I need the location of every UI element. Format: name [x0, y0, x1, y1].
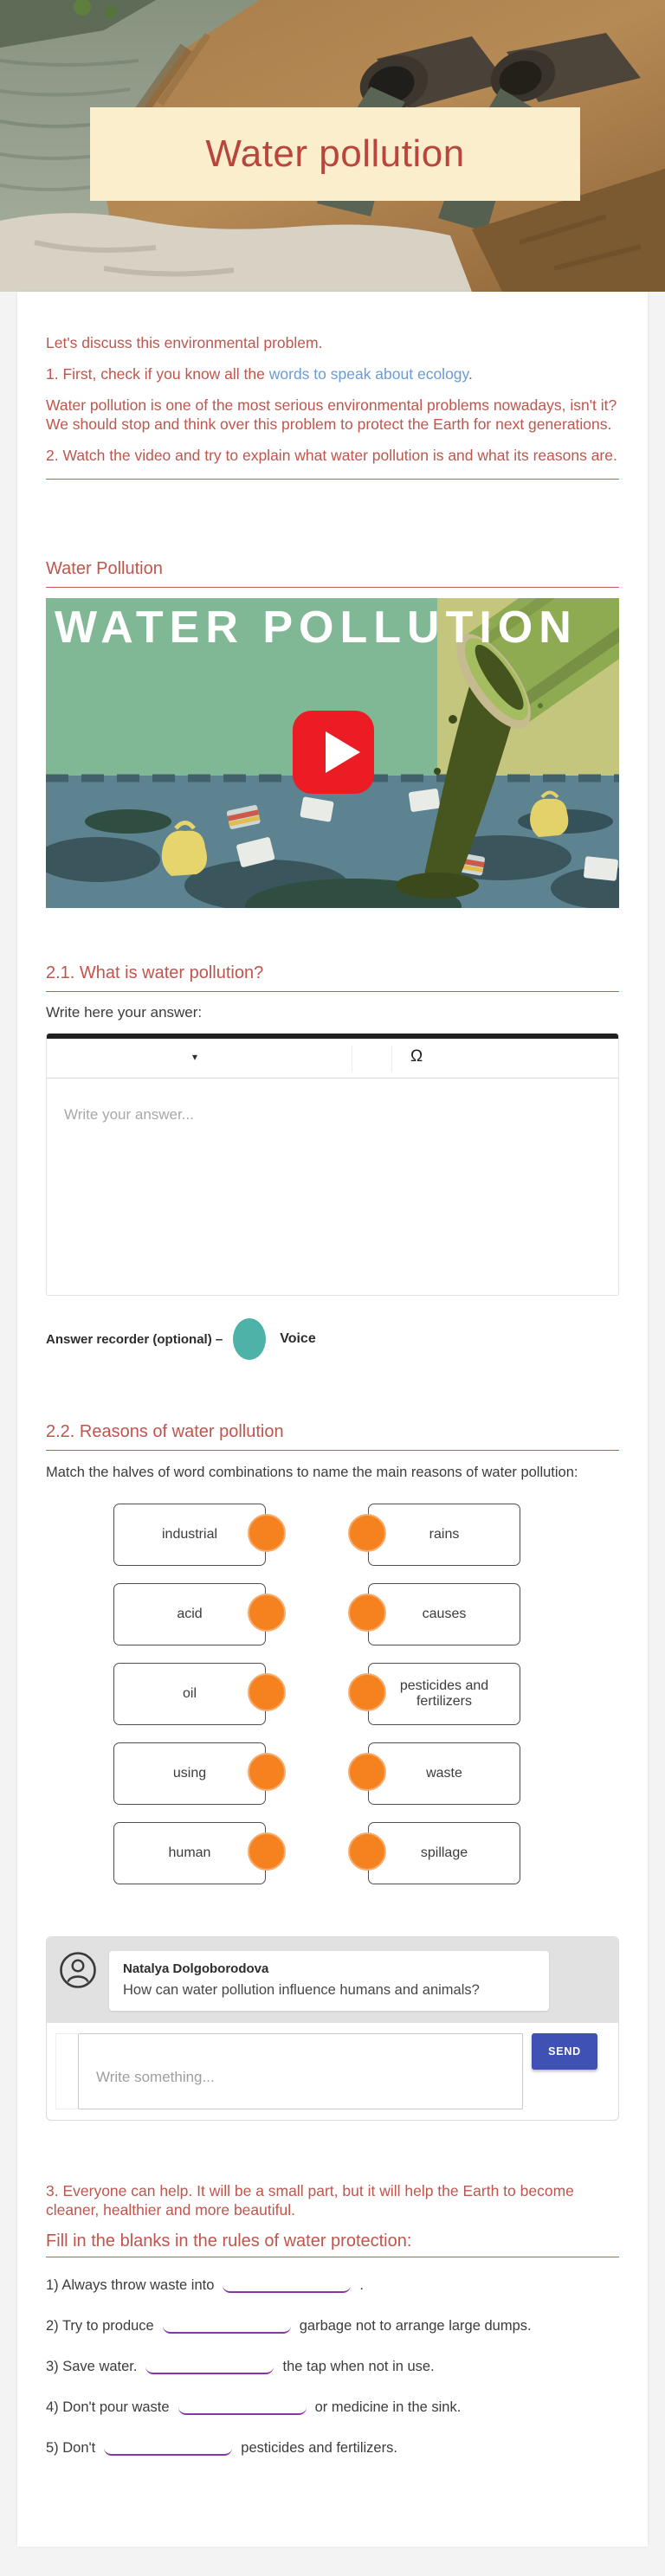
match-item-label: waste: [426, 1766, 462, 1781]
video-section-title: Water Pollution: [46, 559, 163, 578]
fill-blank-input[interactable]: [223, 2272, 351, 2293]
play-button-icon[interactable]: [293, 711, 374, 794]
discussion-widget: [46, 1936, 619, 2121]
section-divider: [46, 479, 619, 480]
fill-blank-row: [46, 2354, 619, 2380]
match-item-left[interactable]: [113, 1742, 266, 1805]
match-row: [113, 1504, 619, 1566]
match-connector-dot[interactable]: [248, 1514, 286, 1552]
recorder-label: Answer recorder (optional) –: [46, 1331, 223, 1347]
match-item-label: pesticides and fertilizers: [399, 1678, 489, 1709]
discussion-question-area: [47, 1937, 618, 2023]
q22-instruction: Match the halves of word combinations to name the main reasons of water pollution:: [46, 1465, 578, 1480]
voice-record-button[interactable]: [233, 1318, 266, 1360]
match-connector-dot[interactable]: [348, 1514, 386, 1552]
q3-title: Fill in the blanks in the rules of water protection:: [46, 2231, 412, 2251]
fill-text-after: .: [359, 2277, 365, 2293]
comment-question: How can water pollution influence humans and animals?: [123, 1982, 480, 1998]
q21-prompt: Write here your answer:: [46, 1004, 203, 1021]
section-divider: [46, 587, 619, 588]
intro-line-1: Let's discuss this environmental problem.: [46, 334, 323, 351]
q3-intro: 3. Everyone can help. It will be a small part, but it will help the Earth to become cleaner, healthier and more beautiful.: [46, 2182, 574, 2219]
format-dropdown-icon[interactable]: ▾: [192, 1051, 198, 1063]
match-row: [113, 1742, 619, 1805]
title-banner: [90, 107, 580, 201]
intro-line-4: 2. Watch the video and try to explain what water pollution is and what its reasons are.: [46, 447, 617, 464]
match-connector-dot[interactable]: [348, 1673, 386, 1711]
comment-input[interactable]: Write something...: [78, 2033, 523, 2109]
fill-blank-row: [46, 2313, 619, 2339]
ecology-words-link[interactable]: words to speak about ecology: [268, 365, 468, 383]
q21-title: 2.1. What is water pollution?: [46, 963, 264, 982]
match-item-label: industrial: [161, 1527, 218, 1542]
match-item-left[interactable]: [113, 1504, 266, 1566]
answer-textarea[interactable]: Write your answer...: [64, 1106, 194, 1123]
voice-label: Voice: [280, 1331, 316, 1346]
fill-blank-input[interactable]: [163, 2313, 291, 2334]
send-button[interactable]: SEND: [532, 2033, 597, 2070]
fill-text-before: 2) Try to produce: [46, 2318, 154, 2334]
fill-text-before: 1) Always throw waste into: [46, 2277, 215, 2293]
intro-line-2-prefix: 1. First, check if you know all the: [46, 365, 269, 383]
match-item-right[interactable]: [368, 1504, 520, 1566]
fill-blank-row: [46, 2394, 619, 2420]
match-item-label: using: [172, 1766, 207, 1781]
match-item-label: oil: [182, 1686, 197, 1701]
fill-blank-row: [46, 2435, 619, 2461]
match-row: [113, 1663, 619, 1725]
intro-paragraph: Water pollution is one of the most serious environmental problems nowadays, isn't it? We should stop and think over this problem to protect the Earth for next generations.: [46, 396, 617, 433]
match-item-left[interactable]: [113, 1583, 266, 1645]
intro-line-2: [46, 364, 619, 383]
video-thumbnail-title: WATER POLLUTION: [55, 602, 578, 653]
match-item-right[interactable]: [368, 1742, 520, 1805]
matching-exercise: [113, 1504, 619, 1884]
match-connector-dot[interactable]: [248, 1753, 286, 1791]
match-item-label: human: [168, 1845, 211, 1860]
worksheet-card: [17, 292, 648, 2547]
rich-text-editor[interactable]: [46, 1034, 619, 1296]
match-item-right[interactable]: [368, 1663, 520, 1725]
section-divider: [46, 991, 619, 992]
fill-text-after: pesticides and fertilizers.: [241, 2440, 397, 2456]
compose-side-strip[interactable]: [55, 2033, 78, 2109]
fill-text-before: 3) Save water.: [46, 2359, 138, 2374]
intro-line-2-suffix: .: [468, 365, 473, 383]
header-photo: [0, 0, 665, 292]
fill-blank-input[interactable]: [178, 2394, 307, 2415]
match-item-right[interactable]: [368, 1822, 520, 1884]
comment-author: Natalya Dolgoborodova: [123, 1961, 269, 1976]
q22-title: 2.2. Reasons of water pollution: [46, 1422, 284, 1441]
fill-text-before: 5) Don't: [46, 2440, 96, 2456]
page-title: Water pollution: [205, 132, 465, 175]
fill-text-after: the tap when not in use.: [282, 2359, 435, 2374]
match-item-right[interactable]: [368, 1583, 520, 1645]
match-connector-dot[interactable]: [248, 1594, 286, 1632]
match-connector-dot[interactable]: [348, 1594, 386, 1632]
match-item-left[interactable]: [113, 1822, 266, 1884]
user-avatar-icon: [59, 1951, 97, 1989]
special-character-icon[interactable]: Ω: [410, 1047, 423, 1066]
match-item-label: causes: [422, 1607, 467, 1621]
match-connector-dot[interactable]: [348, 1753, 386, 1791]
match-item-left[interactable]: [113, 1663, 266, 1725]
match-connector-dot[interactable]: [348, 1832, 386, 1871]
fill-text-before: 4) Don't pour waste: [46, 2399, 170, 2415]
match-connector-dot[interactable]: [248, 1832, 286, 1871]
match-row: [113, 1583, 619, 1645]
fill-blank-input[interactable]: [104, 2435, 232, 2456]
match-connector-dot[interactable]: [248, 1673, 286, 1711]
editor-toolbar: [47, 1039, 618, 1079]
section-divider: [46, 1450, 619, 1451]
fill-text-after: garbage not to arrange large dumps.: [299, 2318, 532, 2334]
video-player[interactable]: [46, 598, 619, 908]
toolbar-separator: [391, 1046, 392, 1072]
answer-recorder-row: [46, 1318, 619, 1360]
teacher-comment-bubble: [109, 1951, 549, 2011]
fill-text-after: or medicine in the sink.: [314, 2399, 462, 2415]
match-item-label: spillage: [420, 1845, 468, 1860]
match-row: [113, 1822, 619, 1884]
comment-compose-area: [47, 2023, 618, 2120]
match-item-label: rains: [429, 1527, 460, 1542]
match-item-label: acid: [177, 1607, 203, 1621]
fill-blank-row: [46, 2272, 619, 2298]
fill-blank-input[interactable]: [145, 2354, 274, 2374]
